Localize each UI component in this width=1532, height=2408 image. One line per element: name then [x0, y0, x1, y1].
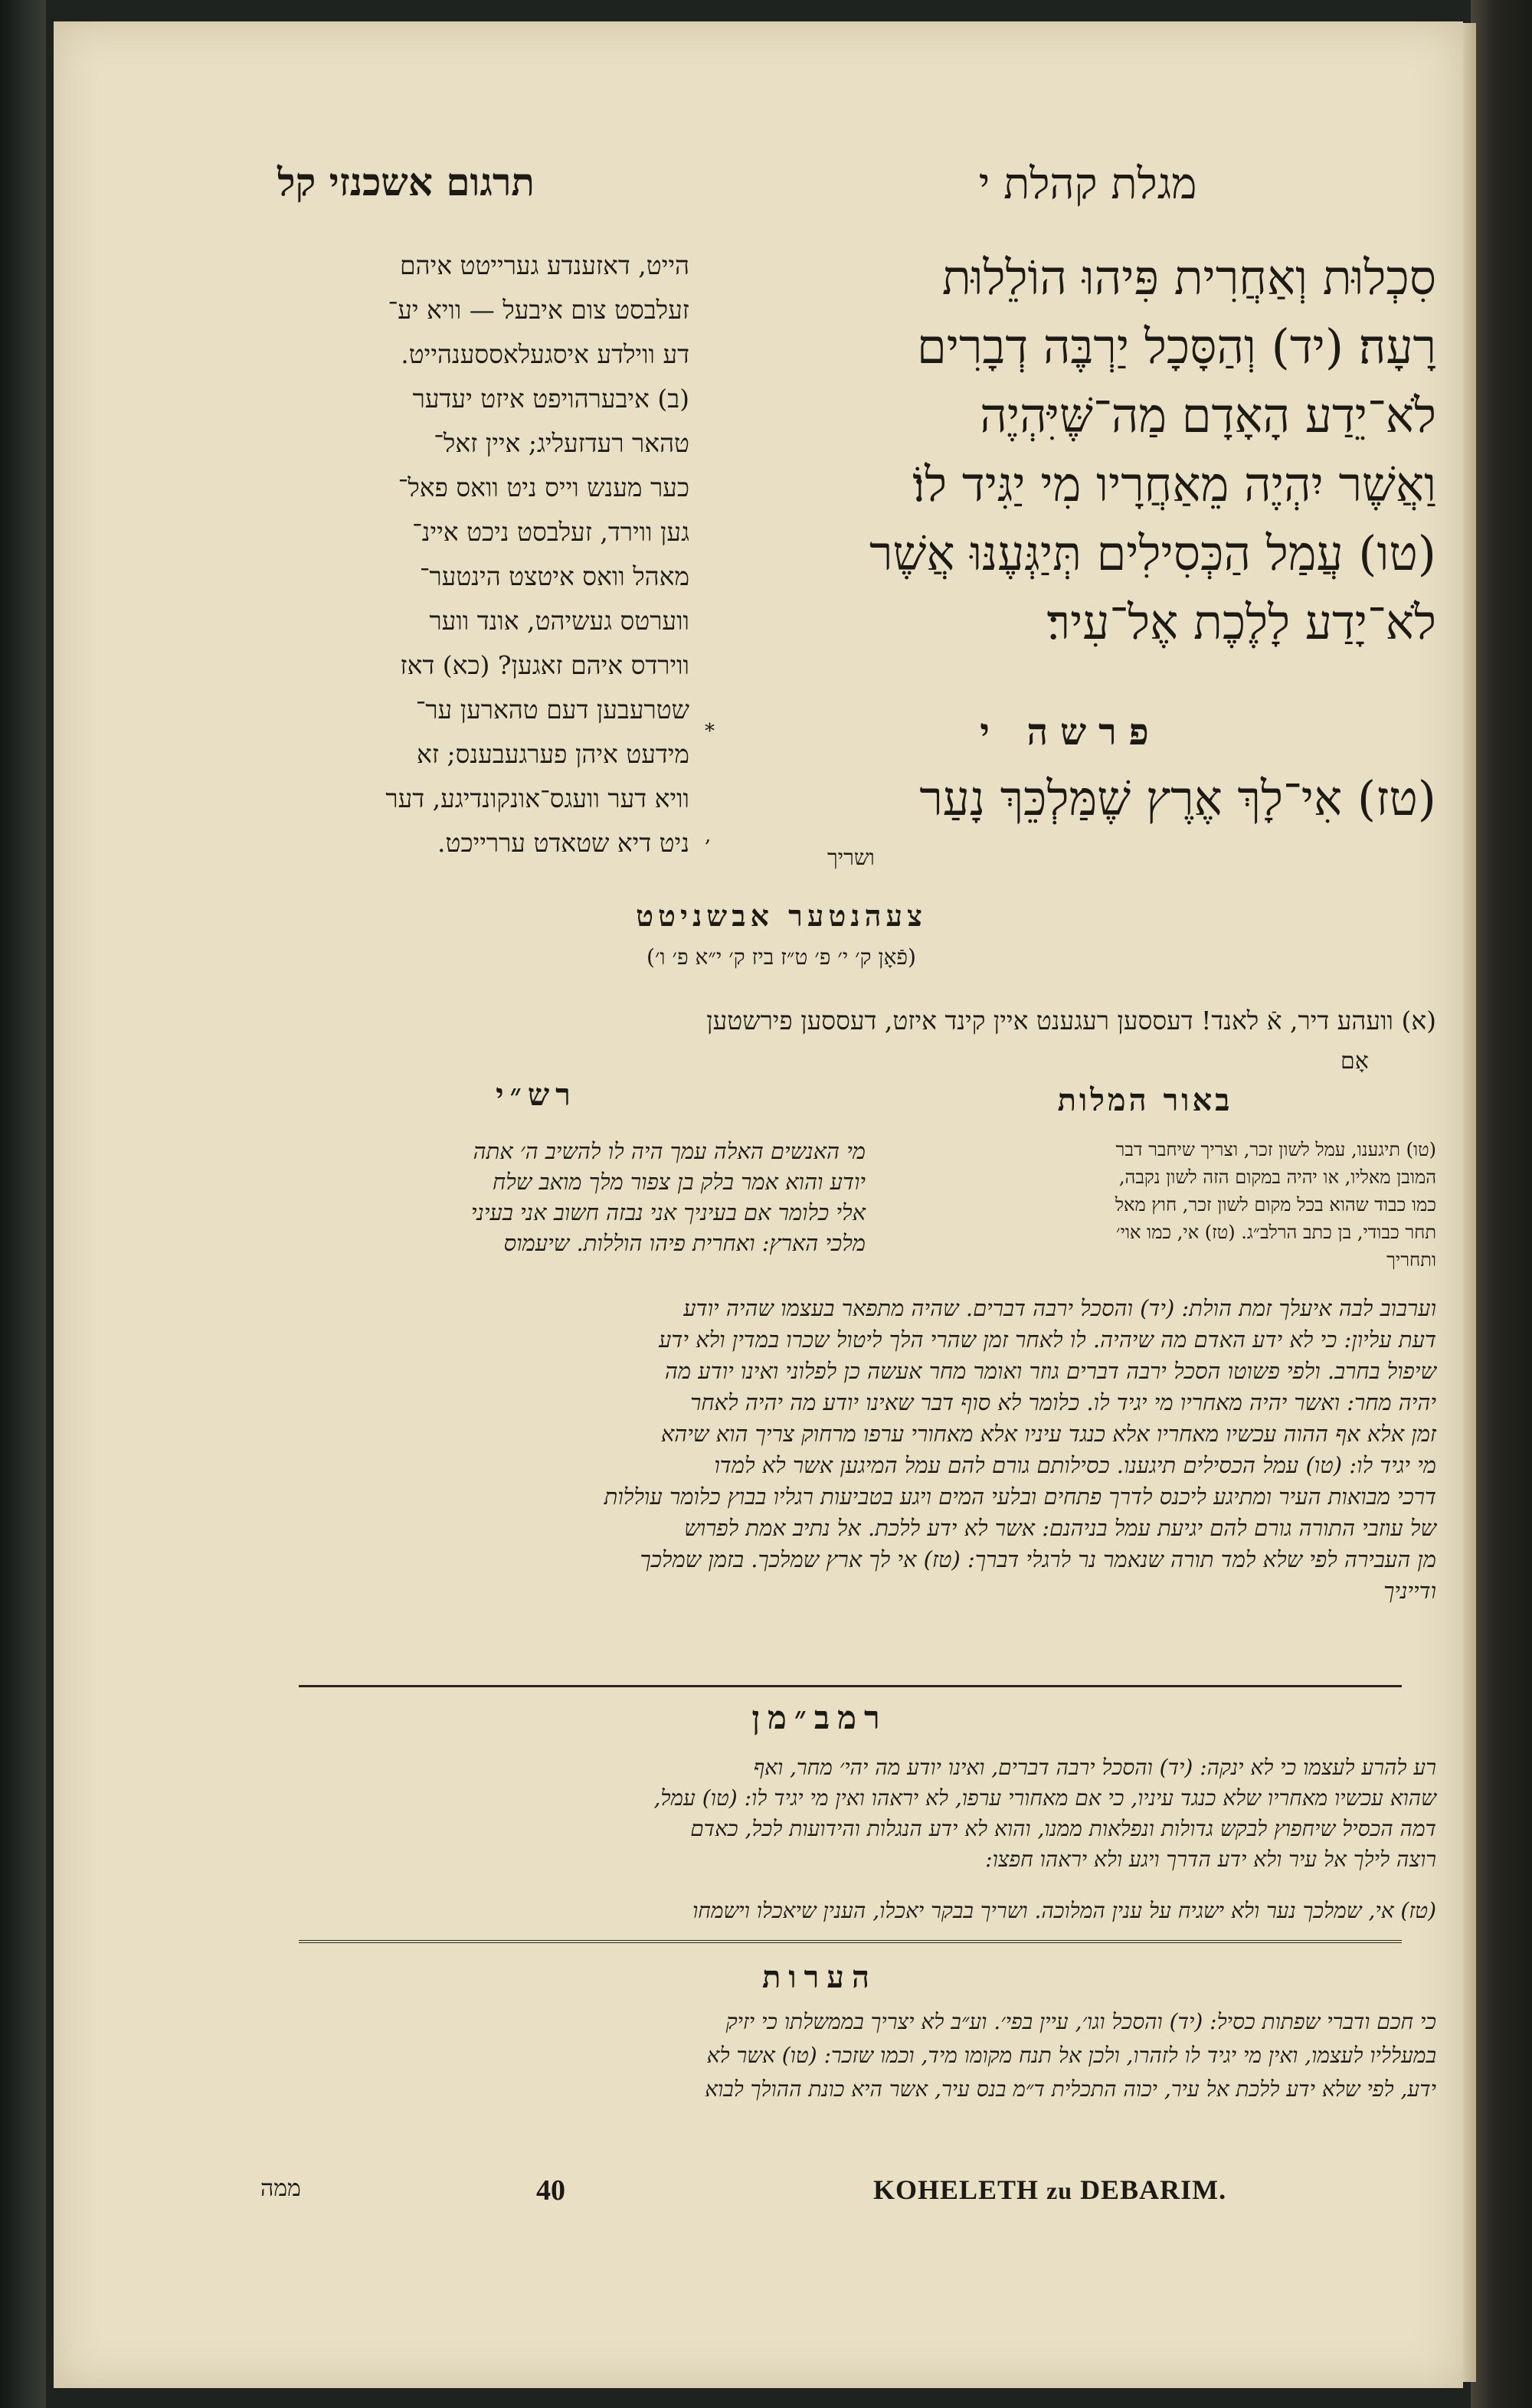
translation-line: טהאר רעדזעליג; איין זאל־ [434, 428, 689, 458]
verse-line: וַאֲשֶׁר יִהְיֶה מֵאַחֲרָיו מִי יַגִּיד לוֹ׃ [912, 456, 1436, 512]
translation-line: ניט דיא שטאדט עררייכט. [437, 828, 689, 858]
page-number: 40 [536, 2174, 565, 2207]
page-footer [260, 2174, 1436, 2212]
running-title-end: DEBARIM. [1080, 2174, 1227, 2205]
biur-line: ותחריך [1386, 1249, 1436, 1271]
rashi-line: מן העבירה לפי שלא למד תורה שנאמר נר לרגלי דברך: (טז) אי לך ארץ שמלכך. בזמן שמלכך [640, 1546, 1436, 1572]
ramban-line: שהוא עכשיו מאחריו שלא כנגד עיניו, כי אם מאחורי ערפו, לא יראהו ואין מי יגיד לו: (טו) עמל, [653, 1785, 1436, 1811]
notes-text [260, 2005, 1436, 2106]
parasha-label: פרשה י [980, 711, 1161, 754]
ramban-title: רמב״מן [751, 1699, 888, 1736]
book-header: מגלת קהלת י [978, 159, 1197, 209]
rashi-line: מלכי הארץ: ואחרית פיהו הוללות. שיעמוס [503, 1230, 866, 1256]
biur-line: המובן מאליו, או יהיה במקום הזה לשון נקבה, [1118, 1166, 1436, 1188]
biur-line: תחר כבודי, בן כתב הרלב״ג. (טז) אי, כמו אוי׳ [1116, 1222, 1436, 1243]
double-divider [299, 1940, 1402, 1943]
haftarah-reference: (פֿאָן ק׳ י׳ פ׳ ט״ז ביז ק׳ י״א פ׳ ו׳) [647, 944, 916, 970]
verse-line: לֹא־יֵדַע הָאָדָם מַה־שֶּׁיִּהְיֶה [980, 388, 1436, 443]
verse-catchword: ושריך [827, 845, 875, 870]
comma-mark: , [705, 824, 712, 847]
rashi-line: דעת עליון: כי לא ידע האדם מה שיהיה. לו לאחר זמן שהרי הלך ליטול שכרו במדין ולא ידע [659, 1327, 1436, 1353]
ramban-text [260, 1752, 1436, 1875]
rashi-line: יודע והוא אמר בלק בן צפור מלך מואב שלח [493, 1169, 866, 1195]
german-translation-column [260, 244, 689, 865]
translation-line: (ב) איבערהויפט איזט יעדער [412, 384, 689, 414]
verse-16: (טז) אִי־לָךְ אֶרֶץ שֶׁמַּלְכֵּךְ נָעַר [919, 770, 1436, 826]
translation-line: דע ווילדע איסגעלאססענהייט. [401, 339, 689, 369]
book-binding-left [0, 0, 46, 2408]
page-header [169, 159, 1409, 213]
book-binding-right [1471, 0, 1532, 2408]
ramban-line: דמה הכסיל שיחפוץ לבקש גדולות ונפלאות ממנו, והוא לא ידע הנגלות והידועות לכל, כאדם [690, 1816, 1436, 1841]
ramban-line: רוצה לילך אל עיר ולא ידע הדרך ויגע ולא יראהו חפצו: [985, 1847, 1436, 1872]
biur-title: באור המלות [1057, 1082, 1233, 1118]
biur-text [877, 1136, 1436, 1274]
biur-line: (טו) תיגענו, עמל לשון זכר, וצריך שיחבר דבר [1115, 1139, 1436, 1160]
notes-line: כי חכם ודברי שפתות כסיל: (יד) והסכל וגו׳, עיין בפי׳. וע״ב לא יצריך בממשלתו כי יזיק [725, 2009, 1436, 2034]
rashi-line: מי האנשים האלה עמך היה לו להשיב ה׳ אתה [473, 1138, 866, 1164]
verse-line: (טו) עֲמַל הַכְּסִילִים תְּיַגְּעֶנּוּ אֲשֶׁר [869, 525, 1436, 581]
running-title-mid: zu [1046, 2177, 1073, 2204]
running-title [873, 2174, 1226, 2206]
asterisk-mark: * [705, 720, 715, 743]
rashi-line: שיפול בחרב. ולפי פשוטו הסכל ירבה דברים גוזר ואומר מחר אעשה כן לפלוני ואינו יודע מה [664, 1358, 1436, 1384]
haftarah-catchword: אָם [1340, 1048, 1369, 1075]
translation-line: ווערטס געשיהט, אונד ווער [429, 606, 689, 636]
signature-mark: ממה [260, 2175, 301, 2202]
verse-line: סִכְלוּת וְאַחֲרִית פִּיהוּ הוֹלֵלוּת [941, 250, 1436, 306]
rashi-line: ודייניך [1383, 1578, 1436, 1604]
notes-title: הערות [762, 1959, 877, 1995]
rashi-text-top [260, 1136, 866, 1258]
verse-line: רָעָה׃ (יד) וְהַסָּכָל יַרְבֶּה דְבָרִים [917, 319, 1436, 375]
rashi-line: וערבוב לבה איעלך זמת הולת: (יד) והסכל ירבה דברים. שהיה מתפאר בעצמו שהיה יודע [683, 1295, 1436, 1321]
notes-line: ידע, לפי שלא ידע ללכת אל עיר, יכוה התכלית ד״מ בנס עיר, אשר היא כונת ההולך לבוא [705, 2076, 1436, 2102]
rashi-line: יהיה מחר: ואשר יהיה מאחריו מי יגיד לו. כלומר לא סוף דבר שאינו יודע מה יהיה לאחר [690, 1389, 1436, 1415]
notes-line: במעלליו לעצמו, ואין מי יגיד לו לזהרו, ולכן אל תנח מקומו מיד, וכמו שזכר: (טו) אשר לא [706, 2043, 1436, 2068]
translation-line: מאהל וואס איטצט הינטער־ [419, 561, 689, 591]
translation-line: כער מענש וייס ניט וואס פאל־ [398, 473, 689, 502]
translation-line: שטרעבען דעם טהארען ער־ [415, 695, 689, 725]
ramban-line: רע להרע לעצמו כי לא ינקה: (יד) והסכל ירבה דברים, ואינו יודע מה יהי׳ מחר, ואף [753, 1755, 1436, 1780]
divider [299, 1685, 1402, 1687]
translation-line: זעלבסט צום איבעל — וויא יע־ [388, 295, 689, 325]
rashi-text [260, 1293, 1436, 1607]
translation-line: וויא דער וועגס־אונקונדיגע, דער [385, 784, 689, 813]
translation-line: ווירדס איהם זאגען? (כא) דאז [400, 650, 689, 680]
rashi-line: זמן אלא אף ההוה עכשיו מאחריו אלא כנגד עיניו אלא מאחורי ערפו מרחוק צריך הוא שיהא [660, 1421, 1436, 1447]
rashi-line: של עוזבי התורה גורם להם יגיעת עמל בניהנם: אשר לא ידע ללכת. אל נתיב אמת לפרוש [684, 1515, 1436, 1541]
translation-header: תרגום אשכנזי קל [277, 159, 535, 204]
hebrew-verse-column [705, 244, 1436, 657]
rashi-title: רש״י [496, 1077, 577, 1113]
rashi-line: דרכי מבואות העיר ומתיגע ליכנס לדרך פתחים ובלעי המים ויגע בטביעות רגליו בבוץ כלומר עוללות [604, 1484, 1436, 1510]
translation-line: הייט, דאזענדע גערייטט איהם [400, 250, 689, 280]
verse-line: לֹא־יָדַע לָלֶכֶת אֶל־עִיר׃ [1046, 594, 1436, 650]
haftarah-first-line: (א) וועהע דיר, אֿ לאנד! דעססען רעגענט איין קינד איזט, דעססען פירשטען [706, 1006, 1436, 1036]
rashi-line: מי יגיד לו: (טו) עמל הכסילים תיגענו. כסילותם גורם להם עמל המיגען אשר לא למדו [714, 1452, 1436, 1478]
rashi-line: אלי כלומר אם בעיניך אני נבזה חשוב אני בעיני [470, 1199, 866, 1225]
biur-line: כמו כבוד שהוא בכל מקום לשון זכר, חוץ מאל [1115, 1194, 1436, 1215]
translation-line: גען ווירד, זעלבסט ניכט איינ־ [412, 517, 689, 547]
haftarah-title: צעהנטער אבשניטט [636, 898, 927, 933]
ramban-last-line: (טז) אי, שמלכך נער ולא ישגיח על ענין המלוכה. ושריך בבקר יאכלו, הענין שיאכלו וישמחו [692, 1898, 1436, 1923]
running-title-main: KOHELETH [873, 2174, 1039, 2205]
book-page [54, 21, 1463, 2388]
translation-line: מידעט איהן פערגעבענס; זא [417, 739, 689, 769]
